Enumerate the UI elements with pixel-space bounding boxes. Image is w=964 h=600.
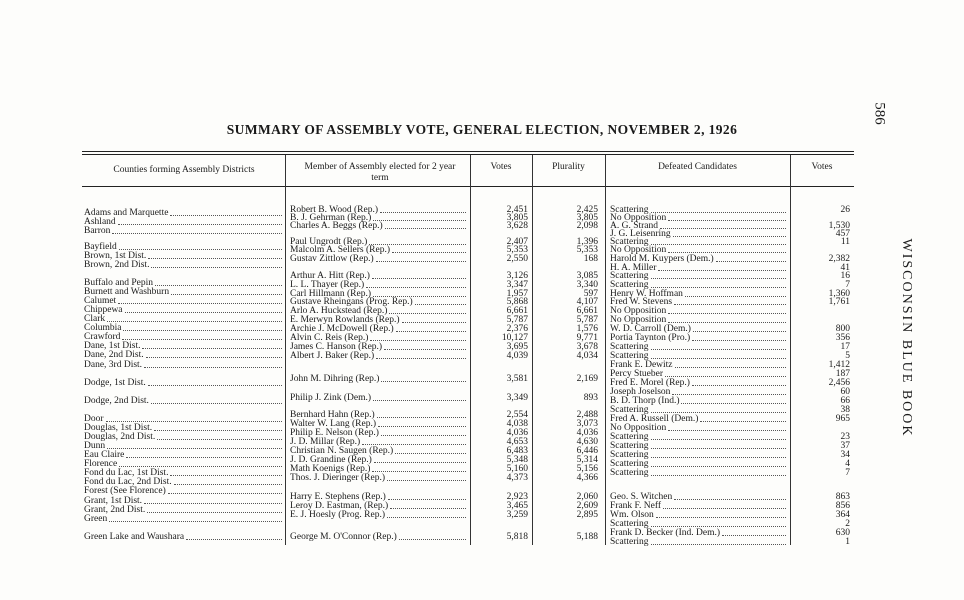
- votes-cell-text: 4,038: [506, 419, 528, 429]
- defeated-cell-text: Portia Taynton (Pro.): [610, 333, 691, 343]
- votes-cell-text: 3,347: [506, 280, 528, 290]
- county-cell-text: Adams and Marquette: [84, 208, 169, 218]
- defeated-votes-cell-text: 4: [845, 459, 850, 469]
- votes-cell-text: 3,695: [506, 342, 528, 352]
- defeated-cell-text: Scattering: [610, 280, 649, 290]
- member-cell-text: Philip J. Zink (Dem.): [290, 393, 372, 403]
- votes-cell-text: 6,661: [506, 306, 528, 316]
- member-cell-text: Charles A. Beggs (Rep.): [290, 221, 383, 231]
- defeated-votes-cell-text: 5: [845, 351, 850, 361]
- defeated-votes-cell-text: 16: [840, 271, 850, 281]
- running-header: WISCONSIN BLUE BOOK: [899, 238, 914, 438]
- member-cell-text: Albert J. Baker (Rep.): [290, 351, 375, 361]
- county-cell-text: Clark: [84, 314, 106, 324]
- votes-cell-text: 3,126: [506, 271, 528, 281]
- defeated-votes-cell-text: 23: [840, 432, 850, 442]
- defeated-votes-cell-text: 66: [840, 396, 850, 406]
- defeated-votes-cell-text: 2,382: [828, 254, 850, 264]
- leader-dots: [148, 385, 282, 386]
- leader-dots: [651, 544, 786, 545]
- county-cell-text: Douglas, 2nd Dist.: [84, 432, 156, 442]
- member-cell-text: John M. Dihring (Rep.): [290, 374, 380, 384]
- member-cell-text: Harry E. Stephens (Rep.): [290, 492, 386, 502]
- votes-cell-text: 4,036: [506, 428, 528, 438]
- defeated-votes-cell-text: 34: [840, 450, 850, 460]
- member-cell-text: Bernhard Hahn (Rep.): [290, 410, 375, 420]
- defeated-cell-text: Scattering: [610, 237, 649, 247]
- defeated-cell-text: Scattering: [610, 205, 649, 215]
- member-cell-text: E. Merwyn Rowlands (Rep.): [290, 315, 400, 325]
- defeated-votes-cell-text: 1,360: [828, 289, 850, 299]
- defeated-votes-cell-text: 26: [840, 205, 850, 215]
- plurality-cell-text: 6,446: [576, 446, 598, 456]
- plurality-cell-text: 4,107: [576, 297, 598, 307]
- defeated-cell-text: No Opposition: [610, 306, 667, 316]
- leader-dots: [692, 385, 786, 386]
- county-cell-text: Forest (See Florence): [84, 486, 166, 496]
- plurality-cell-text: 9,771: [576, 333, 598, 343]
- defeated-cell-text: Scattering: [610, 405, 649, 415]
- defeated-cell-text: Scattering: [610, 441, 649, 451]
- plurality-cell-text: 3,073: [576, 419, 598, 429]
- votes-cell-text: 4,039: [506, 351, 528, 361]
- header-bottom-rule: [82, 186, 854, 187]
- votes-cell-text: 3,259: [506, 510, 528, 520]
- leader-dots: [651, 526, 786, 527]
- plurality-cell-text: 1,396: [576, 237, 598, 247]
- votes-cell-text: 2,554: [506, 410, 528, 420]
- plurality-cell-text: 6,661: [576, 306, 598, 316]
- table-top-rule: [82, 151, 854, 152]
- table-row: [0, 537, 964, 547]
- county-cell-text: Chippewa: [84, 305, 123, 315]
- defeated-cell-text: B. D. Thorp (Ind.): [610, 396, 680, 406]
- county-cell-text: Dodge, 2nd Dist.: [84, 396, 149, 406]
- defeated-votes-cell-text: 2: [845, 519, 850, 529]
- plurality-cell-text: 2,060: [576, 492, 598, 502]
- defeated-cell-text: Frank E. Dewitz: [610, 360, 673, 370]
- defeated-cell-text: Percy Stueber: [610, 369, 664, 379]
- votes-cell-text: 3,628: [506, 221, 528, 231]
- leader-dots: [675, 367, 786, 368]
- defeated-cell-text: Scattering: [610, 537, 649, 547]
- votes-cell-text: 2,376: [506, 324, 528, 334]
- member-cell-text: B. J. Gehrman (Rep.): [290, 213, 372, 223]
- plurality-cell-text: 2,098: [576, 221, 598, 231]
- member-cell-text: Archie J. McDowell (Rep.): [290, 324, 394, 334]
- leader-dots: [151, 403, 282, 404]
- plurality-cell-text: 5,314: [576, 455, 598, 465]
- defeated-votes-cell-text: 965: [835, 414, 850, 424]
- defeated-cell: [610, 537, 788, 547]
- defeated-votes-cell-text: 2,456: [828, 378, 850, 388]
- votes-cell-text: 2,550: [506, 254, 528, 264]
- defeated-votes-cell-text: 17: [840, 342, 850, 352]
- page-number: 586: [871, 102, 888, 125]
- defeated-votes-cell-text: 863: [835, 492, 850, 502]
- defeated-votes-cell-text: 356: [835, 333, 850, 343]
- plurality-cell-text: 2,169: [576, 374, 598, 384]
- plurality-cell-text: 3,340: [576, 280, 598, 290]
- member-cell-text: Gustav Zittlow (Rep.): [290, 254, 374, 264]
- header-plurality: Plurality: [552, 162, 585, 172]
- votes-cell-text: 5,160: [506, 464, 528, 474]
- member-cell-text: Philip E. Nelson (Rep.): [290, 428, 379, 438]
- defeated-votes-cell-text: 60: [840, 387, 850, 397]
- plurality-cell-text: 3,805: [576, 213, 598, 223]
- plurality-cell-text: 168: [583, 254, 598, 264]
- votes-cell-text: 1,957: [506, 289, 528, 299]
- votes-cell-text: 5,787: [506, 315, 528, 325]
- defeated-cell-text: Scattering: [610, 450, 649, 460]
- votes-cell-text: 2,923: [506, 492, 528, 502]
- county-cell-text: Florence: [84, 459, 118, 469]
- member-cell-text: Math Koenigs (Rep.): [290, 464, 371, 474]
- votes-cell-text: 3,581: [506, 374, 528, 384]
- county-cell-text: Crawford: [84, 332, 121, 342]
- defeated-cell-text: W. D. Carroll (Dem.): [610, 324, 691, 334]
- county-cell-text: Dunn: [84, 441, 106, 451]
- leader-dots: [681, 403, 786, 404]
- county-cell-text: Bayfield: [84, 242, 117, 252]
- votes-cell-text: 3,349: [506, 393, 528, 403]
- header-member: Member of Assembly elected for 2 year term: [304, 162, 456, 183]
- defeated-votes-cell-text: 1,412: [828, 360, 850, 370]
- county-cell-text: Fond du Lac, 1st Dist.: [84, 468, 169, 478]
- leader-dots: [651, 358, 786, 359]
- plurality-cell-text: 4,034: [576, 351, 598, 361]
- votes-cell-text: 2,407: [506, 237, 528, 247]
- votes-cell-text: 5,353: [506, 245, 528, 255]
- votes-cell-text: 5,818: [506, 532, 528, 542]
- votes-cell-text: 3,805: [506, 213, 528, 223]
- plurality-cell-text: 3,085: [576, 271, 598, 281]
- county-cell-text: Brown, 2nd Dist.: [84, 260, 150, 270]
- plurality-cell-text: 3,678: [576, 342, 598, 352]
- plurality-cell-text: 2,488: [576, 410, 598, 420]
- member-cell-text: George M. O'Connor (Rep.): [290, 532, 397, 542]
- defeated-votes-cell-text: 7: [845, 468, 850, 478]
- defeated-votes-cell-text: 800: [835, 324, 850, 334]
- defeated-votes-cell-text: 11: [840, 237, 850, 247]
- member-cell-text: Christian N. Saugen (Rep.): [290, 446, 394, 456]
- plurality-cell-text: 5,787: [576, 315, 598, 325]
- plurality-cell-text: 2,425: [576, 205, 598, 215]
- member-cell-text: J. D. Grandine (Rep.): [290, 455, 372, 465]
- member-cell-text: E. J. Hoesly (Prog. Rep.): [290, 510, 385, 520]
- defeated-cell-text: Frank D. Becker (Ind. Dem.): [610, 528, 721, 538]
- member-cell-text: Robert B. Wood (Rep.): [290, 205, 378, 215]
- county-cell-text: Barron: [84, 226, 111, 236]
- member-cell-text: Gustave Rheingans (Prog. Rep.): [290, 297, 413, 307]
- defeated-cell-text: Scattering: [610, 459, 649, 469]
- county-cell-text: Eau Claire: [84, 450, 125, 460]
- plurality-cell-text: 597: [583, 289, 598, 299]
- county-cell-text: Brown, 1st Dist.: [84, 251, 147, 261]
- county-cell-text: Green Lake and Waushara: [84, 532, 185, 542]
- defeated-votes-cell-text: 187: [835, 369, 850, 379]
- votes-cell-text: 4,653: [506, 437, 528, 447]
- plurality-cell-text: 5,353: [576, 245, 598, 255]
- defeated-votes-cell-text: 364: [835, 510, 850, 520]
- member-cell-text: J. D. Millar (Rep.): [290, 437, 361, 447]
- county-cell-text: Dane, 3rd Dist.: [84, 360, 143, 370]
- defeated-cell-text: No Opposition: [610, 213, 667, 223]
- member-cell-text: James C. Hanson (Rep.): [290, 342, 383, 352]
- votes-cell-text: 4,373: [506, 473, 528, 483]
- defeated-cell-text: Scattering: [610, 468, 649, 478]
- plurality-cell-text: 1,576: [576, 324, 598, 334]
- member-cell-text: Paul Ungrodt (Rep.): [290, 237, 368, 247]
- member-cell-text: L. L. Thayer (Rep.): [290, 280, 365, 290]
- defeated-votes-cell-text: 41: [840, 263, 850, 273]
- votes-cell-text: 2,451: [506, 205, 528, 215]
- defeated-cell-text: Frank F. Neff: [610, 501, 662, 511]
- county-cell-text: Grant, 2nd Dist.: [84, 505, 146, 515]
- member-cell-text: Alvin C. Reis (Rep.): [290, 333, 369, 343]
- member-cell-text: Carl Hillmann (Rep.): [290, 289, 371, 299]
- county-cell-text: Grant, 1st Dist.: [84, 496, 143, 506]
- defeated-votes-cell: [792, 537, 850, 547]
- county-cell-text: Columbia: [84, 323, 122, 333]
- member-cell-text: Malcolm A. Sellers (Rep.): [290, 245, 390, 255]
- county-cell-text: Fond du Lac, 2nd Dist.: [84, 477, 172, 487]
- defeated-cell-text: No Opposition: [610, 245, 667, 255]
- defeated-votes-cell-text: 630: [835, 528, 850, 538]
- defeated-votes-cell-text: 1,530: [828, 221, 850, 231]
- votes-cell-text: 5,868: [506, 297, 528, 307]
- defeated-cell-text: No Opposition: [610, 315, 667, 325]
- county-cell-text: Calumet: [84, 296, 117, 306]
- defeated-cell-text: Geo. S. Witchen: [610, 492, 673, 502]
- member-cell-text: Walter W. Lang (Rep.): [290, 419, 377, 429]
- defeated-cell-text: Henry W. Hoffman: [610, 289, 683, 299]
- defeated-cell-text: Harold M. Kuypers (Dem.): [610, 254, 714, 264]
- defeated-cell-text: H. A. Miller: [610, 263, 657, 273]
- defeated-cell-text: Scattering: [610, 342, 649, 352]
- leader-dots: [174, 484, 282, 485]
- county-cell-text: Burnett and Washburn: [84, 287, 170, 297]
- defeated-cell-text: Joseph Joselson: [610, 387, 671, 397]
- header-counties: Counties forming Assembly Districts: [113, 165, 255, 175]
- member-cell-text: Thos. J. Dieringer (Rep.): [290, 473, 385, 483]
- defeated-votes-cell-text: 38: [840, 405, 850, 415]
- county-cell-text: Douglas, 1st Dist.: [84, 423, 153, 433]
- county-cell-text: Dane, 2nd Dist.: [84, 350, 144, 360]
- page-title: SUMMARY OF ASSEMBLY VOTE, GENERAL ELECTION, NOVEMBER 2, 1926: [226, 122, 738, 137]
- votes-cell-text: 6,483: [506, 446, 528, 456]
- county-cell-text: Door: [84, 414, 104, 424]
- defeated-cell-text: Fred W. Stevens: [610, 297, 673, 307]
- defeated-cell-text: Wm. Olson: [610, 510, 654, 520]
- county-cell-text: Dodge, 1st Dist.: [84, 378, 146, 388]
- county-cell-text: Green: [84, 514, 108, 524]
- defeated-votes-cell-text: 457: [835, 229, 850, 239]
- votes-cell-text: 10,127: [501, 333, 528, 343]
- plurality-cell-text: 4,036: [576, 428, 598, 438]
- votes-cell-text: 5,348: [506, 455, 528, 465]
- member-cell-text: Arthur A. Hitt (Rep.): [290, 271, 370, 281]
- county-cell-text: Ashland: [84, 217, 116, 227]
- defeated-votes-cell-text: 1: [845, 537, 850, 547]
- member-cell-text: Arlo A. Huckstead (Rep.): [290, 306, 388, 316]
- plurality-cell-text: 2,609: [576, 501, 598, 511]
- plurality-cell-text: 893: [583, 393, 598, 403]
- defeated-cell-text: No Opposition: [610, 423, 667, 433]
- county-cell-text: Buffalo and Pepin: [84, 278, 153, 288]
- header-defeated-votes: Votes: [811, 162, 833, 172]
- plurality-cell-text: 5,156: [576, 464, 598, 474]
- defeated-votes-cell-text: 856: [835, 501, 850, 511]
- plurality-cell-text: 2,895: [576, 510, 598, 520]
- plurality-cell-text: 5,188: [576, 532, 598, 542]
- defeated-cell-text: J. G. Leisenring: [610, 229, 671, 239]
- member-cell-text: Leroy D. Eastman, (Rep.): [290, 501, 389, 511]
- leader-dots: [376, 358, 466, 359]
- defeated-cell-text: A. G. Strand: [610, 221, 659, 231]
- defeated-cell-text: Scattering: [610, 432, 649, 442]
- header-votes: Votes: [490, 162, 512, 172]
- defeated-cell-text: Scattering: [610, 351, 649, 361]
- plurality-cell-text: 4,630: [576, 437, 598, 447]
- defeated-votes-cell-text: 37: [840, 441, 850, 451]
- plurality-cell-text: 4,366: [576, 473, 598, 483]
- table-top-rule-2: [82, 154, 854, 155]
- defeated-cell-text: Fred E. Morel (Rep.): [610, 378, 690, 388]
- defeated-votes-cell-text: 7: [845, 280, 850, 290]
- defeated-cell-text: Fred A. Russell (Dem.): [610, 414, 699, 424]
- defeated-cell-text: Scattering: [610, 271, 649, 281]
- header-defeated: Defeated Candidates: [658, 162, 737, 172]
- county-cell-text: Dane, 1st Dist.: [84, 341, 141, 351]
- defeated-cell-text: Scattering: [610, 519, 649, 529]
- defeated-votes-cell-text: 1,761: [828, 297, 850, 307]
- votes-cell-text: 3,465: [506, 501, 528, 511]
